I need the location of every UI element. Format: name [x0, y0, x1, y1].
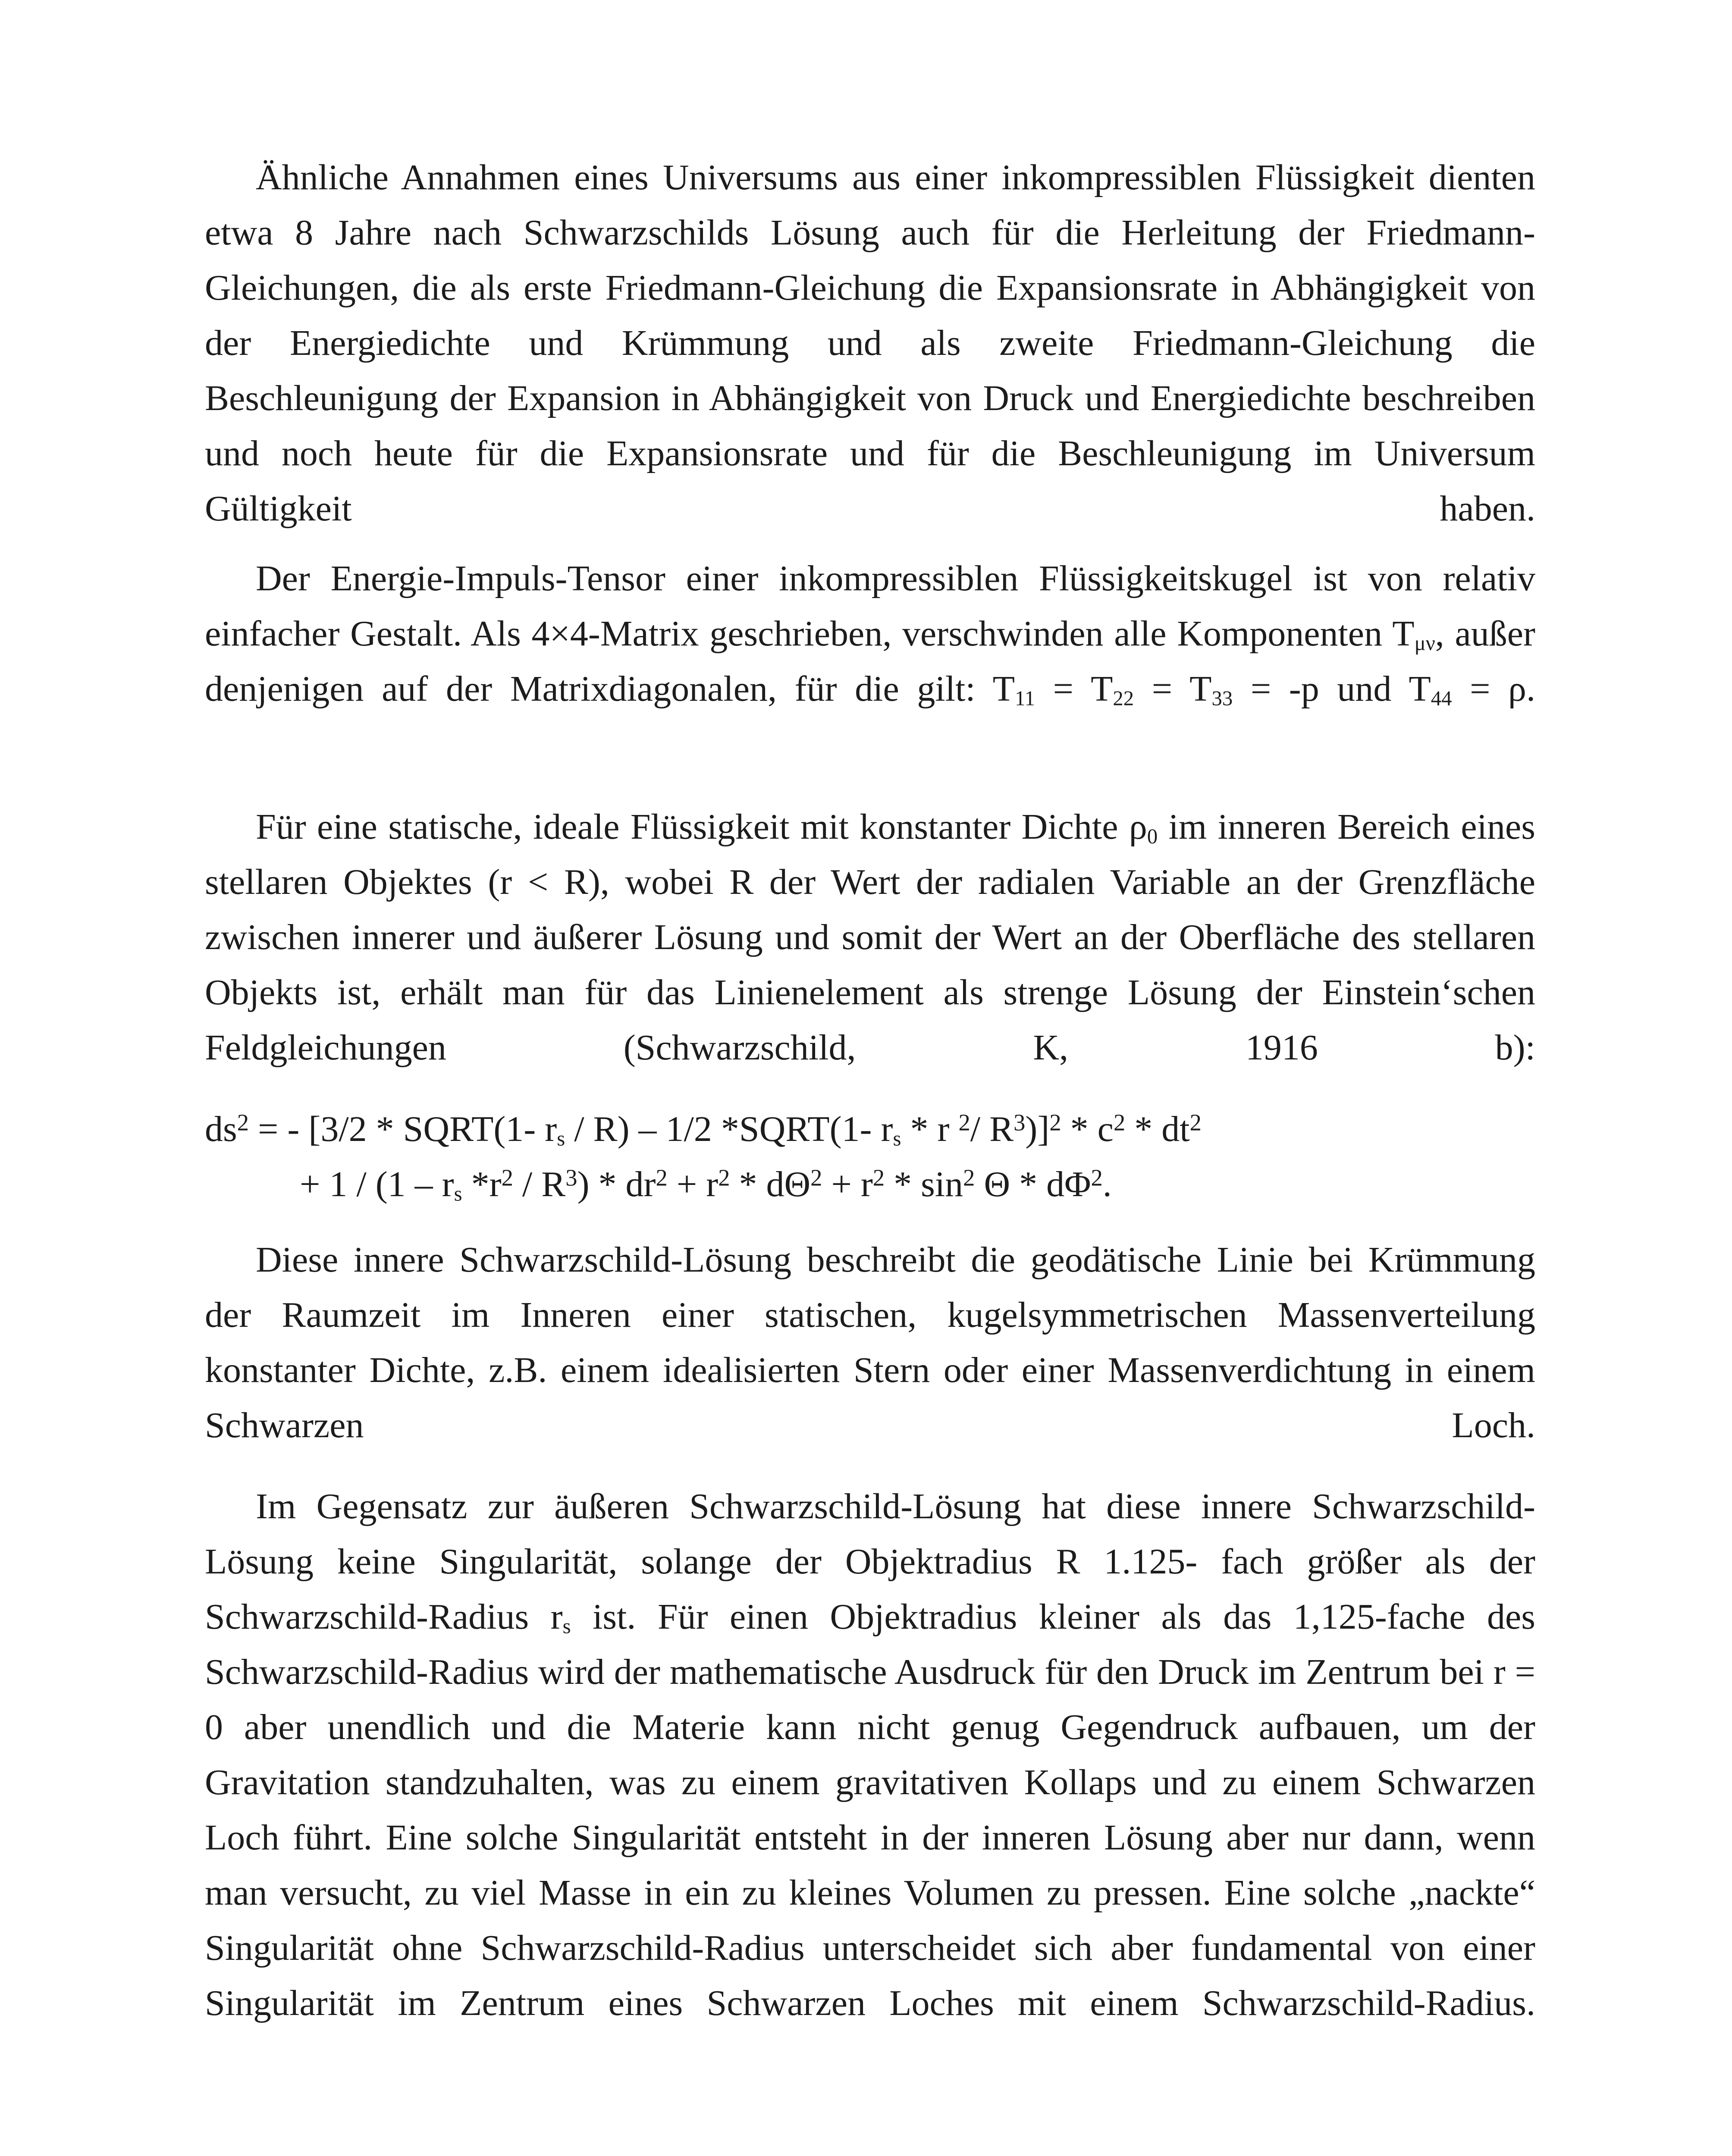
formula-line-1	[205, 1102, 1535, 1157]
subscript-11: 11	[1015, 686, 1035, 710]
f2-g: + r	[822, 1164, 873, 1204]
paragraph-static-fluid-block	[205, 799, 1535, 1131]
paragraph-energy-momentum-tensor-block	[205, 551, 1535, 772]
formula-line-2	[205, 1157, 1535, 1212]
subscript-22: 22	[1113, 686, 1134, 710]
singularity-text-2: ist. Für einen Objektradius kleiner als das 1,125-fache des Schwarzschild-Radius wird der mathematische Ausdruck für den Druck im Zentrum bei r = 0 aber unendlich und die Materie kann nicht genug Gegendruck aufbauen, um der Gravitation standzuhalten, was zu einem gravitativen Kollaps und zu einem Schwarzen Loch führt. Eine solche Singularität entsteht in der inneren Lösung aber nur dann, wenn man versucht, zu viel Masse in ein zu kleines Volumen zu pressen. Eine solche „nackte“ Singularität ohne Schwarzschild-Radius unterscheidet sich aber fundamental von einer Singularität im Zentrum eines Schwarzen Loches mit einem Schwarzschild-Radius.	[205, 1597, 1535, 2023]
f-c-sub: s	[893, 1127, 901, 1150]
static-fluid-text-2: im inneren Bereich eines stellaren Objektes (r < R), wobei R der Wert der radialen Variable an der Grenzfläche zwischen innerer und äußerer Lösung und somit der Wert an der Oberfläche des stellaren Objekts ist, erhält man für das Linienelement als strenge Lösung der Einstein‘schen Feldgleichungen (Schwarzschild, K, 1916 b):	[205, 807, 1535, 1068]
f-a: ds	[205, 1109, 237, 1149]
f-h-sup: 2	[1189, 1109, 1202, 1136]
f2-h: * sin	[885, 1164, 963, 1204]
paragraph-inner-solution: Diese innere Schwarzschild-Lösung beschreibt die geodätische Linie bei Krümmung der Raumzeit im Inneren einer statischen, kugelsymmetrischen Massenverteilung konstanter Dichte, z.B. einem idealisierten Stern oder einer Massenverdichtung in einem Schwarzen Loch.	[205, 1240, 1535, 1445]
line-element-formula	[205, 1102, 1535, 1212]
f2-g-sup: 2	[872, 1164, 885, 1191]
f-b-sub: s	[557, 1127, 565, 1150]
singularity-text-1: Im Gegensatz zur äußeren Schwarzschild-Lösung hat diese innere Schwarzschild-Lösung keine Singularität, solange der Objektradius R 1.125- fach größer als der Schwarzschild-Radius r	[205, 1486, 1535, 1637]
paragraph-singularity-block	[205, 1479, 1535, 2086]
tensor-text-1: Der Energie-Impuls-Tensor einer inkompressiblen Flüssigkeitskugel ist von relativ einfacher Gestalt. Als 4×4-Matrix geschrieben, verschwinden alle Komponenten T	[205, 558, 1535, 654]
f-f: )]	[1025, 1109, 1050, 1149]
f2-c: / R	[513, 1164, 566, 1204]
f2-d: ) * dr	[577, 1164, 656, 1204]
f2-b: *r	[462, 1164, 502, 1204]
f-d-sup: 2	[958, 1109, 970, 1136]
paragraph-universe-assumptions-block	[205, 150, 1535, 592]
static-fluid-text-1: Für eine statische, ideale Flüssigkeit mit konstanter Dichte ρ	[256, 807, 1147, 847]
paragraph-static-fluid	[205, 799, 1535, 1131]
tensor-text-4: = T	[1134, 669, 1212, 709]
tensor-text-3: = T	[1035, 669, 1113, 709]
subscript-33: 33	[1211, 686, 1233, 710]
paragraph-energy-momentum-tensor	[205, 551, 1535, 772]
f2-d-sup: 2	[656, 1164, 668, 1191]
tensor-text-2: , außer denjenigen auf der Matrixdiagonalen, für die gilt: T	[205, 614, 1535, 709]
f2-e-sup: 2	[718, 1164, 730, 1191]
f2-h-sup: 2	[963, 1164, 975, 1191]
tensor-text-6: = ρ.	[1452, 669, 1535, 709]
f-h: * dt	[1125, 1109, 1190, 1149]
paragraph-singularity	[205, 1479, 1535, 2086]
paragraph-universe-assumptions: Ähnliche Annahmen eines Universums aus einer inkompressiblen Flüssigkeit dienten etwa 8 Jahre nach Schwarzschilds Lösung auch für die Herleitung der Friedmann-Gleichungen, die als erste Friedmann-Gleichung die Expansionsrate in Abhängigkeit von der Energiedichte und Krümmung und als zweite Friedmann-Gleichung die Beschleunigung der Expansion in Abhängigkeit von Druck und Energiedichte beschreiben und noch heute für die Expansionsrate und für die Beschleunigung im Universum Gültigkeit haben.	[205, 157, 1535, 529]
f-g-sup: 2	[1113, 1109, 1126, 1136]
f2-c-sup: 3	[565, 1164, 577, 1191]
subscript-s: s	[562, 1614, 571, 1638]
f-f-sup: 2	[1049, 1109, 1061, 1136]
f-b: = - [3/2 * SQRT(1- r	[249, 1109, 557, 1149]
f2-e: + r	[667, 1164, 719, 1204]
f-e-sup: 3	[1013, 1109, 1026, 1136]
subscript-44: 44	[1431, 686, 1452, 710]
f2-i: Θ * dΦ	[975, 1164, 1091, 1204]
f2-j: .	[1102, 1164, 1112, 1204]
f-d: * r	[901, 1109, 959, 1149]
f-g: * c	[1061, 1109, 1114, 1149]
paragraph-inner-solution-block	[205, 1232, 1535, 1508]
f-e: / R	[970, 1109, 1014, 1149]
f2-a: + 1 / (1 – r	[300, 1164, 454, 1204]
f2-f: * dΘ	[730, 1164, 811, 1204]
f2-b-sup: 2	[501, 1164, 513, 1191]
f-c: / R) – 1/2 *SQRT(1- r	[565, 1109, 893, 1149]
f2-f-sup: 2	[810, 1164, 822, 1191]
f2-i-sup: 2	[1091, 1164, 1103, 1191]
subscript-mu-nu: μν	[1414, 631, 1435, 655]
f2-a-sub: s	[454, 1182, 462, 1206]
subscript-rho-zero: 0	[1147, 824, 1158, 848]
tensor-text-5: = -p und T	[1233, 669, 1431, 709]
f-a-sup: 2	[237, 1109, 249, 1136]
